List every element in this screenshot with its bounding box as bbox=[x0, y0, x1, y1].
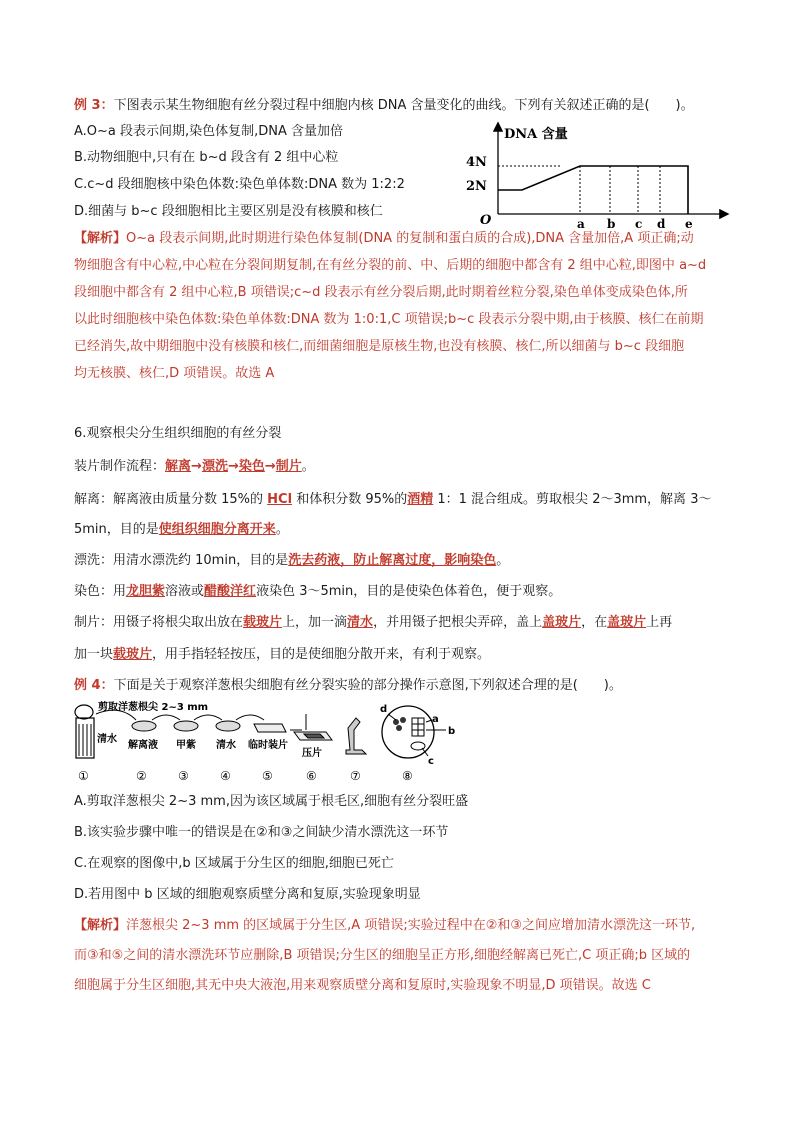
y-tick-2n: 2N bbox=[466, 179, 487, 194]
jieli-line-1 bbox=[74, 490, 711, 510]
ex4-option-a: A.剪取洋葱根尖 2~3 mm,因为该区域属于根毛区,细胞有丝分裂旺盛 bbox=[74, 794, 469, 809]
x-tick-c: c bbox=[635, 217, 643, 231]
dish-label-2: 甲紫 bbox=[176, 740, 196, 751]
ex3-option-d: D.细菌与 b~c 段细胞相比主要区别是没有核膜和核仁 bbox=[74, 204, 383, 219]
jieli-alcohol: 酒精 bbox=[407, 492, 434, 507]
zhipian-text-c: ，并用镊子把根尖弄碎，盖上 bbox=[373, 615, 543, 630]
origin-label: O bbox=[480, 213, 492, 228]
cells-cluster bbox=[393, 717, 425, 750]
press-arrow bbox=[290, 714, 306, 730]
dish-2 bbox=[174, 721, 198, 731]
ranse-text-b: 溶液或 bbox=[165, 584, 205, 599]
ex4-analysis-line-3: 细胞属于分生区细胞,其无中央大液泡,用来观察质壁分离和复原时,实验现象不明显,D 项错误。故选 C bbox=[74, 978, 651, 993]
flow-label: 装片制作流程： bbox=[74, 459, 166, 474]
zhipian2-slide: 载玻片 bbox=[113, 647, 153, 662]
ex4-tag: 例 4： bbox=[74, 678, 114, 693]
view-field bbox=[382, 706, 434, 758]
flow-arrow-1: → bbox=[191, 459, 202, 474]
jieli-text-a: 解离：解离液由质量分数 15%的 bbox=[74, 492, 268, 507]
x-tick-b: b bbox=[607, 217, 616, 231]
zhipian-cover-1: 盖玻片 bbox=[542, 615, 582, 630]
step-4: ④ bbox=[220, 769, 231, 783]
y-tick-4n: 4N bbox=[466, 155, 487, 170]
jieli-purpose: 使组织细胞分离开来 bbox=[158, 522, 276, 537]
step-5: ⑤ bbox=[262, 769, 273, 783]
arrow-4 bbox=[236, 715, 264, 720]
zhipian2-text-b: ，用手指轻轻按压，目的是使细胞分散开来，有利于观察。 bbox=[152, 647, 491, 662]
ex3-analysis-line-2: 物细胞含有中心粒,中心粒在分裂间期复制,在有丝分裂的前、中、后期的细胞中都含有 2 组中心粒,即图中 a~d bbox=[74, 258, 707, 273]
dish-3 bbox=[216, 721, 240, 731]
arrow-2 bbox=[152, 715, 180, 720]
ex4-question-text: 下面是关于观察洋葱根尖细胞有丝分裂实验的部分操作示意图,下列叙述合理的是( )。 bbox=[113, 678, 622, 693]
x-tick-e: e bbox=[685, 217, 693, 231]
zhipian-water: 清水 bbox=[347, 615, 374, 630]
ranse-text-a: 染色：用 bbox=[74, 584, 127, 599]
zhipian2-text-a: 加一块 bbox=[74, 647, 114, 662]
flow-arrow-3: → bbox=[264, 459, 276, 474]
y-axis-label: DNA 含量 bbox=[504, 127, 568, 142]
flow-step-1: 解离 bbox=[165, 459, 192, 474]
ex3-analysis-line-3: 段细胞中都含有 2 组中心粒,B 项错误;c~d 段表示有丝分裂后期,此时期着丝粒分裂,染色单体变成染色体,所 bbox=[74, 285, 688, 300]
piaoxi-text-a: 漂洗：用清水漂洗约 10min，目的是 bbox=[74, 553, 289, 568]
ranse-dye-1: 龙胆紫 bbox=[126, 584, 166, 599]
ex3-analysis-line-4: 以此时细胞核中染色体数:染色单体数:DNA 数为 1:0:1,C 项错误;b~c 段表示分裂中期,由于核膜、核仁在前期 bbox=[74, 312, 704, 327]
piaoxi-line bbox=[74, 551, 509, 571]
flow-arrow-2: → bbox=[227, 459, 239, 474]
sec6-heading: 6.观察根尖分生组织细胞的有丝分裂 bbox=[74, 426, 282, 441]
jieli-text-b: 和体积分数 95%的 bbox=[292, 492, 408, 507]
ex4-question bbox=[74, 676, 622, 696]
zhipian-line-1 bbox=[74, 613, 672, 633]
region-label-a: a bbox=[432, 714, 439, 725]
step-7: ⑦ bbox=[350, 769, 361, 783]
cut-label: 剪取洋葱根尖 2~3 mm bbox=[98, 702, 209, 713]
pointer-d bbox=[388, 714, 396, 720]
zhipian-line-2 bbox=[74, 645, 490, 665]
step-1: ① bbox=[78, 769, 89, 783]
ex4-option-d: D.若用图中 b 区域的细胞观察质壁分离和复原,实验现象明显 bbox=[74, 887, 421, 902]
ex3-tag: 例 3： bbox=[74, 98, 114, 113]
ex4-analysis-line-1 bbox=[74, 916, 695, 936]
ranse-line bbox=[74, 582, 561, 602]
zhipian-slide: 载玻片 bbox=[243, 615, 283, 630]
microscope-icon bbox=[346, 718, 366, 754]
x-tick-d: d bbox=[657, 217, 666, 231]
jieli-text-c: 1：1 混合组成。剪取根尖 2～3mm，解离 3～ bbox=[433, 492, 712, 507]
jieli-text-e: 。 bbox=[275, 522, 289, 537]
zhipian-text-d: ，在 bbox=[581, 615, 608, 630]
ex3-question-text: 下图表示某生物细胞有丝分裂过程中细胞内核 DNA 含量变化的曲线。下列有关叙述正确的是( )。 bbox=[113, 98, 694, 113]
arrow-3 bbox=[194, 715, 222, 720]
ex3-option-c: C.c~d 段细胞核中染色体数:染色单体数:DNA 数为 1:2:2 bbox=[74, 177, 405, 192]
piaoxi-text-b: 。 bbox=[496, 553, 510, 568]
dna-content-chart bbox=[462, 116, 732, 236]
zhipian-text-e: 上再 bbox=[646, 615, 673, 630]
dish-label-4: 临时装片 bbox=[248, 740, 288, 751]
jieli-text-d: 5min，目的是 bbox=[74, 522, 159, 537]
region-label-c: c bbox=[428, 756, 434, 767]
flow-end: 。 bbox=[301, 459, 315, 474]
zhipian-text-a: 制片：用镊子将根尖取出放在 bbox=[74, 615, 244, 630]
ex4-analysis-text-1: 洋葱根尖 2~3 mm 的区域属于分生区,A 项错误;实验过程中在②和③之间应增加清水漂洗这一环节, bbox=[126, 918, 696, 933]
ex3-analysis-tag: 【解析】 bbox=[74, 231, 127, 246]
slide-5 bbox=[254, 724, 286, 732]
flow-step-3: 染色 bbox=[238, 459, 265, 474]
ex3-analysis-line-5: 已经消失,故中期细胞中没有核膜和核仁,而细菌细胞是原核生物,也没有核膜、核仁,所以细菌与 b~c 段细胞 bbox=[74, 339, 685, 354]
coverslip-6 bbox=[304, 734, 324, 738]
step-6: ⑥ bbox=[306, 769, 317, 783]
jieli-hcl: HCl bbox=[267, 492, 293, 507]
flow-step-4: 制片 bbox=[275, 459, 302, 474]
x-tick-a: a bbox=[577, 217, 585, 231]
zhipian-cover-2: 盖玻片 bbox=[607, 615, 647, 630]
piaoxi-purpose: 洗去药液，防止解离过度，影响染色 bbox=[288, 553, 497, 568]
ex3-question bbox=[74, 96, 694, 116]
region-label-b: b bbox=[448, 726, 456, 737]
dish-label-3: 清水 bbox=[216, 740, 236, 751]
step-8: ⑧ bbox=[402, 769, 413, 783]
onion-in-beaker bbox=[75, 705, 94, 758]
water-label-1: 清水 bbox=[97, 734, 117, 745]
ranse-dye-2: 醋酸洋红 bbox=[204, 584, 257, 599]
ranse-text-c: 液染色 3～5min，目的是使染色体着色，便于观察。 bbox=[256, 584, 562, 599]
experiment-diagram bbox=[70, 700, 470, 784]
ex4-option-c: C.在观察的图像中,b 区域属于分生区的细胞,细胞已死亡 bbox=[74, 856, 394, 871]
ex3-analysis-line-1 bbox=[74, 229, 694, 249]
zhipian-text-b: 上，加一滴 bbox=[282, 615, 348, 630]
ex4-analysis-line-2: 而③和⑤之间的清水漂洗环节应删除,B 项错误;分生区的细胞呈正方形,细胞经解离已死亡,C 项正确;b 区域的 bbox=[74, 948, 691, 963]
region-label-d: d bbox=[380, 704, 388, 715]
step-3: ③ bbox=[178, 769, 189, 783]
ex3-analysis-line-6: 均无核膜、核仁,D 项错误。故选 A bbox=[74, 366, 275, 381]
press-label: 压片 bbox=[302, 748, 322, 759]
ex3-option-a: A.O~a 段表示间期,染色体复制,DNA 含量加倍 bbox=[74, 124, 344, 139]
dish-label-1: 解离液 bbox=[128, 740, 158, 751]
ex3-analysis-text-1: O~a 段表示间期,此时期进行染色体复制(DNA 的复制和蛋白质的合成),DNA 含量加倍,A 项正确;动 bbox=[126, 231, 694, 246]
dish-1 bbox=[132, 721, 156, 731]
ex4-option-b: B.该实验步骤中唯一的错误是在②和③之间缺少清水漂洗这一环节 bbox=[74, 825, 449, 840]
sec6-flow bbox=[74, 457, 315, 477]
ex3-option-b: B.动物细胞中,只有在 b~d 段含有 2 组中心粒 bbox=[74, 150, 339, 165]
ex4-analysis-tag: 【解析】 bbox=[74, 918, 127, 933]
flow-step-2: 漂洗 bbox=[201, 459, 228, 474]
jieli-line-2 bbox=[74, 520, 289, 540]
step-2: ② bbox=[136, 769, 147, 783]
